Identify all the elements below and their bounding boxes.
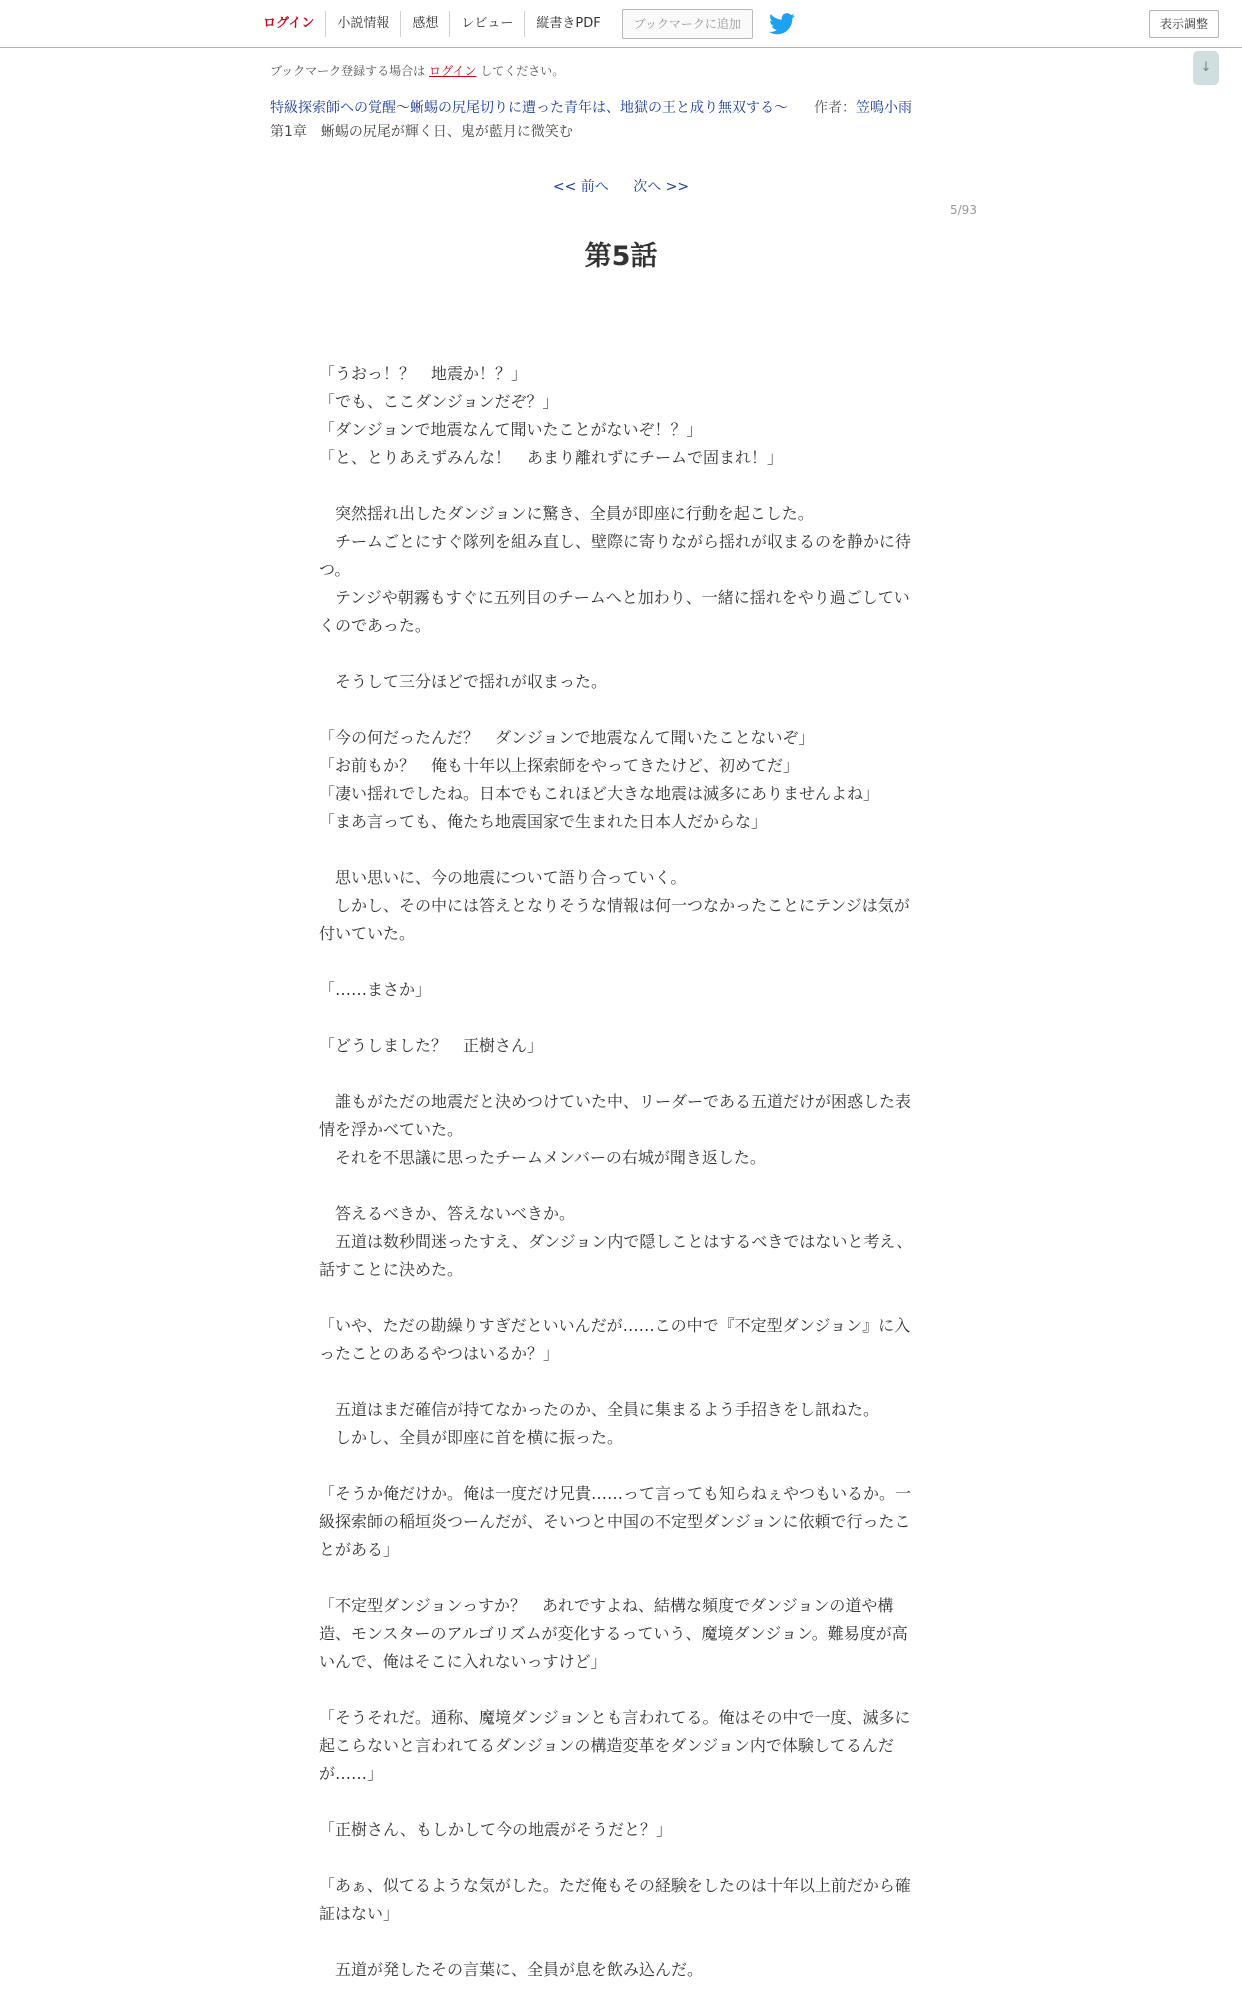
nav-review[interactable]: レビュー [449, 11, 524, 37]
novel-paragraph: 「……まさか」 [319, 980, 432, 999]
novel-paragraph: チームごとにすぐ隊列を組み直し、壁際に寄りながら揺れが収まるのを静かに待つ。 [319, 532, 912, 579]
notice-text-after: してください。 [480, 64, 565, 78]
novel-paragraph: 五道はまだ確信が持てなかったのか、全員に集まるよう手招きをし訊ねた。 [319, 1400, 880, 1419]
novel-body [319, 360, 919, 1984]
novel-paragraph: 「まあ言っても、俺たち地震国家で生まれた日本人だからな」 [319, 812, 768, 831]
novel-paragraph [319, 1676, 919, 1704]
novel-paragraph: 「凄い揺れでしたね。日本でもこれほど大きな地震は滅多にありませんよね」 [319, 784, 880, 803]
episode-title: 第5話 [584, 241, 658, 272]
add-bookmark-button[interactable]: ブックマークに追加 [622, 9, 753, 39]
novel-paragraph: 「そうか俺だけか。俺は一度だけ兄貴……って言っても知らねぇやつもいるか。一級探索師の稲垣炎つーんだが、そいつと中国の不定型ダンジョンに依頼で行ったことがある」 [319, 1484, 912, 1559]
novel-paragraph: テンジや朝霧もすぐに五列目のチームへと加わり、一緒に揺れをやり過ごしていくのであった。 [319, 588, 910, 635]
top-pager [0, 176, 1242, 196]
novel-paragraph [319, 696, 919, 724]
novel-paragraph: 誰もがただの地震だと決めつけていた中、リーダーである五道だけが困惑した表情を浮かべていた。 [319, 1092, 912, 1139]
novel-paragraph [319, 1788, 919, 1816]
novel-paragraph [319, 1060, 919, 1088]
prev-page-link[interactable]: << 前へ [552, 179, 609, 195]
notice-text-before: ブックマーク登録する場合は [270, 64, 426, 78]
novel-paragraph: 「いや、ただの勘繰りすぎだといいんだが……この中で『不定型ダンジョン』に入ったことのあるやつはいるか？」 [319, 1316, 911, 1363]
display-adjust-button[interactable]: 表示調整 [1149, 10, 1219, 38]
novel-paragraph: しかし、その中には答えとなりそうな情報は何一つなかったことにテンジは気が付いていた。 [319, 896, 910, 943]
header-nav [251, 10, 795, 38]
episode-counter: 5/93 [950, 203, 977, 217]
novel-paragraph: 「うおっ！？ 地震か！？」 [319, 364, 528, 383]
novel-paragraph: 「不定型ダンジョンっすか？ あれですよね、結構な頻度でダンジョンの道や構造、モンスターのアルゴリズムが変化するっていう、魔境ダンジョン。難易度が高いんで、俺はそこに入れないっすけど」 [319, 1596, 908, 1671]
novel-paragraph: しかし、全員が即座に首を横に振った。 [319, 1428, 624, 1447]
novel-paragraph: そうして三分ほどで揺れが収まった。 [319, 672, 608, 691]
novel-paragraph: 「でも、ここダンジョンだぞ？」 [319, 392, 559, 411]
novel-paragraph [319, 640, 919, 668]
scroll-down-button[interactable] [1193, 51, 1219, 85]
novel-paragraph: 「お前もか？ 俺も十年以上探索師をやってきたけど、初めてだ」 [319, 756, 800, 775]
novel-paragraph: 「どうしました？ 正樹さん」 [319, 1036, 544, 1055]
twitter-icon[interactable] [769, 13, 795, 35]
novel-paragraph: 答えるべきか、答えないべきか。 [319, 1204, 576, 1223]
nav-novel-info[interactable]: 小説情報 [325, 11, 400, 37]
arrow-down-icon: ↓ [1200, 60, 1212, 75]
novel-paragraph: それを不思議に思ったチームメンバーの右城が聞き返した。 [319, 1148, 766, 1167]
nav-login[interactable]: ログイン [263, 16, 315, 31]
novel-paragraph [319, 948, 919, 976]
novel-paragraph: 「ダンジョンで地震なんて聞いたことがないぞ！？」 [319, 420, 703, 439]
novel-paragraph [319, 472, 919, 500]
novel-paragraph [319, 1368, 919, 1396]
series-info [270, 97, 912, 117]
novel-paragraph [319, 1564, 919, 1592]
novel-paragraph [319, 1284, 919, 1312]
next-page-link[interactable]: 次へ >> [633, 179, 690, 195]
novel-paragraph [319, 1844, 919, 1872]
novel-paragraph: 「正樹さん、もしかして今の地震がそうだと？」 [319, 1820, 672, 1839]
novel-paragraph: 「今の何だったんだ？ ダンジョンで地震なんて聞いたことないぞ」 [319, 728, 815, 747]
series-title-link[interactable]: 特級探索師への覚醒～蜥蜴の尻尾切りに遭った青年は、地獄の王と成り無双する～ [270, 100, 788, 116]
nav-impressions[interactable]: 感想 [400, 11, 449, 37]
chapter-title: 第1章 蜥蜴の尻尾が輝く日、鬼が藍月に微笑む [270, 124, 573, 140]
novel-paragraph [319, 1928, 919, 1956]
novel-paragraph [319, 1452, 919, 1480]
top-header [0, 0, 1242, 48]
nav-vertical-pdf[interactable]: 縦書きPDF [524, 11, 611, 37]
author-link[interactable]: 笠鳴小雨 [856, 100, 912, 116]
novel-paragraph [319, 1004, 919, 1032]
novel-paragraph [319, 1172, 919, 1200]
novel-paragraph: 思い思いに、今の地震について語り合っていく。 [319, 868, 687, 887]
novel-paragraph: 突然揺れ出したダンジョンに驚き、全員が即座に行動を起こした。 [319, 504, 814, 523]
novel-paragraph: 「と、とりあえずみんな！ あまり離れずにチームで固まれ！」 [319, 448, 784, 467]
bookmark-notice [270, 62, 564, 79]
novel-paragraph: 五道が発したその言葉に、全員が息を飲み込んだ。 [319, 1960, 704, 1979]
novel-paragraph: 五道は数秒間迷ったすえ、ダンジョン内で隠しことはするべきではないと考え、話すことに決めた。 [319, 1232, 913, 1279]
author-label: 作者： [814, 100, 856, 116]
novel-paragraph [319, 836, 919, 864]
novel-paragraph: 「あぁ、似てるような気がした。ただ俺もその経験をしたのは十年以上前だから確証はない」 [319, 1876, 911, 1923]
novel-paragraph: 「そうそれだ。通称、魔境ダンジョンとも言われてる。俺はその中で一度、滅多に起こらないと言われてるダンジョンの構造変革をダンジョン内で体験してるんだが……」 [319, 1708, 911, 1783]
notice-login-link[interactable]: ログイン [429, 64, 477, 78]
